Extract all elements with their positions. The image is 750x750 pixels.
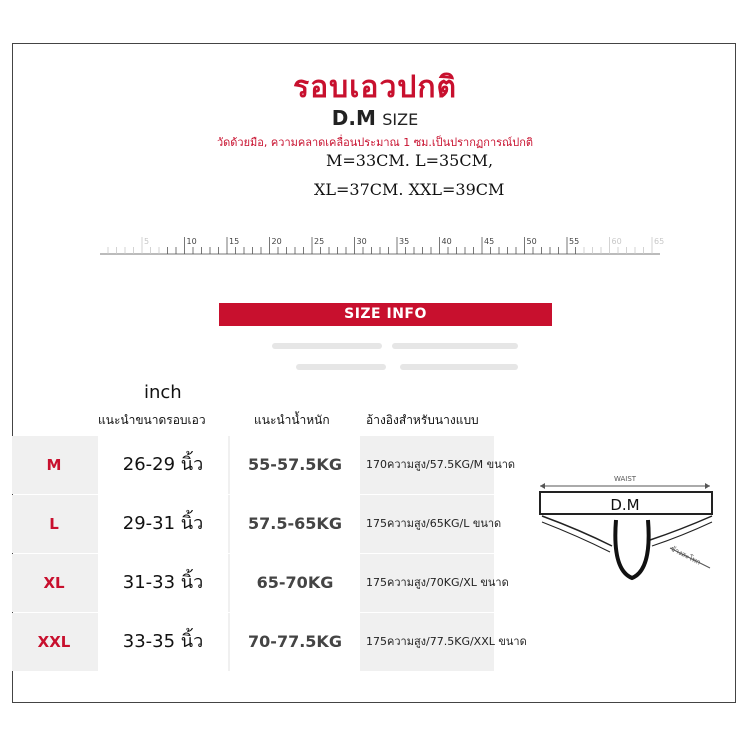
unit-label: inch bbox=[144, 382, 182, 403]
weight-range: 57.5-65KG bbox=[230, 495, 360, 553]
ruler-label: 30 bbox=[356, 237, 367, 246]
brand-suffix: SIZE bbox=[382, 110, 419, 129]
weight-range: 70-77.5KG bbox=[230, 613, 360, 671]
brand-name: D.M bbox=[331, 106, 376, 130]
ruler-label: 45 bbox=[484, 237, 495, 246]
model-reference: 175ความสูง/65KG/L ขนาด bbox=[366, 517, 502, 530]
ruler-label: 20 bbox=[271, 237, 282, 246]
waist-range: 29-31 นิ้ว bbox=[98, 495, 228, 553]
diagram-brand: D.M bbox=[610, 496, 640, 514]
weight-range: 65-70KG bbox=[230, 554, 360, 612]
ruler-label: 65 bbox=[654, 237, 665, 246]
measuring-ruler bbox=[100, 233, 665, 255]
ruler-label: 35 bbox=[399, 237, 410, 246]
page-title: รอบเอวปกติ bbox=[293, 70, 457, 105]
brand-heading bbox=[0, 106, 750, 130]
faded-text bbox=[296, 364, 386, 370]
header-waist: แนะนำขนาดรอบเอว bbox=[98, 413, 206, 427]
size-measurements-line-1: M=33CM. L=35CM, bbox=[326, 151, 494, 170]
waist-range: 31-33 นิ้ว bbox=[98, 554, 228, 612]
waist-range: 26-29 นิ้ว bbox=[98, 436, 228, 494]
model-reference: 175ความสูง/70KG/XL ขนาด bbox=[366, 576, 509, 589]
waist-label: WAIST bbox=[613, 475, 637, 483]
model-reference: 175ความสูง/77.5KG/XXL ขนาด bbox=[366, 635, 527, 648]
ruler-label: 40 bbox=[441, 237, 452, 246]
weight-range: 55-57.5KG bbox=[230, 436, 360, 494]
faded-text bbox=[272, 343, 382, 349]
header-reference: อ้างอิงสำหรับนางแบบ bbox=[366, 413, 479, 427]
ruler-label: 25 bbox=[314, 237, 325, 246]
size-label: XL bbox=[43, 574, 65, 592]
table-row bbox=[12, 436, 516, 494]
size-info-banner: SIZE INFO bbox=[219, 303, 552, 326]
size-measurements-line-2: XL=37CM. XXL=39CM bbox=[314, 180, 505, 199]
table-row bbox=[12, 495, 502, 553]
table-row bbox=[12, 613, 527, 671]
model-reference: 170ความสูง/57.5KG/M ขนาด bbox=[366, 458, 516, 471]
side-label: ข้างสะโพก bbox=[669, 544, 702, 567]
faded-text bbox=[400, 364, 518, 370]
header-weight: แนะนำน้ำหนัก bbox=[254, 413, 330, 427]
ruler-label: 60 bbox=[611, 237, 622, 246]
size-label: L bbox=[49, 515, 59, 533]
table-row bbox=[12, 554, 509, 612]
size-label: M bbox=[46, 456, 62, 474]
ruler-label: 55 bbox=[569, 237, 580, 246]
brief-diagram bbox=[530, 470, 730, 585]
waist-range: 33-35 นิ้ว bbox=[98, 613, 228, 671]
ruler-label: 10 bbox=[186, 237, 197, 246]
ruler-label: 15 bbox=[229, 237, 240, 246]
measurement-note: วัดด้วยมือ, ความคลาดเคลื่อนประมาณ 1 ซม.เป็นปรากฏการณ์ปกติ bbox=[216, 136, 534, 149]
underwear-illustration bbox=[530, 470, 730, 585]
ruler-graphic bbox=[100, 233, 665, 255]
ruler-label: 5 bbox=[144, 237, 150, 246]
faded-text bbox=[392, 343, 518, 349]
size-label: XXL bbox=[37, 633, 71, 651]
size-table bbox=[12, 408, 527, 668]
ruler-label: 50 bbox=[526, 237, 537, 246]
